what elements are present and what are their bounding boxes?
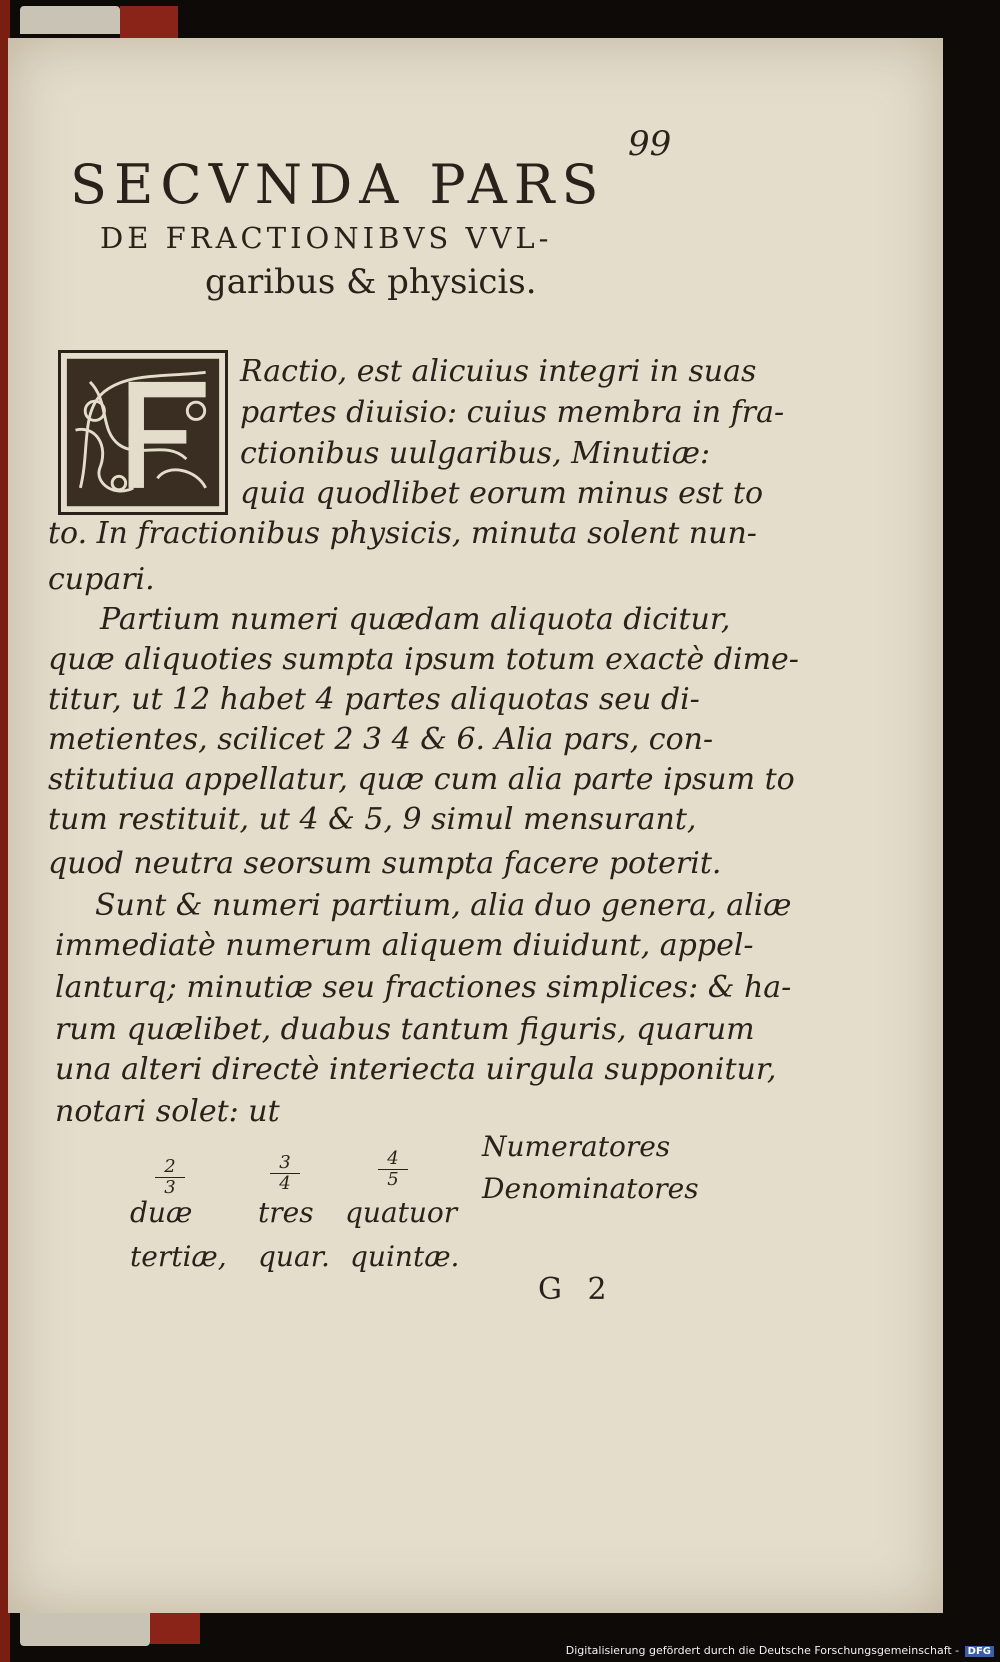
fraction-word: tertiæ,	[130, 1240, 227, 1273]
fraction-word: quar.	[258, 1240, 330, 1273]
text-line: immediatè numerum aliquem diuidunt, appel-	[55, 928, 754, 963]
denominator: 3	[164, 1177, 176, 1198]
text-line: stitutiua appellatur, quæ cum alia parte ipsum to	[48, 762, 795, 797]
text-line: metientes, scilicet 2 3 4 & 6. Alia pars, con-	[48, 722, 714, 757]
text-line: quod neutra seorsum sumpta facere poterit.	[48, 846, 722, 881]
numeratores-label: Numeratores	[482, 1130, 671, 1163]
text-line: ctionibus uulgaribus, Minutiæ:	[240, 436, 711, 471]
section-subtitle: DE FRACTIONIBVS VVL-	[100, 221, 553, 255]
fraction-three-fourths	[270, 1154, 300, 1193]
text-line: notari solet: ut	[55, 1094, 280, 1129]
text-line: titur, ut 12 habet 4 partes aliquotas seu di-	[48, 682, 700, 717]
text-line: Ractio, est alicuius integri in suas	[240, 354, 757, 389]
fraction-word: quintæ.	[350, 1240, 460, 1273]
page-edge-bottom	[20, 1610, 150, 1646]
section-subtitle-cont: garibus & physicis.	[205, 262, 537, 302]
text-line: to. In fractionibus physicis, minuta solent nun-	[48, 516, 757, 551]
text-line: partes diuisio: cuius membra in fra-	[240, 395, 785, 430]
text-line: cupari.	[48, 562, 155, 597]
fraction-four-fifths	[378, 1150, 408, 1189]
text-line: Sunt & numeri partium, alia duo genera, aliæ	[95, 888, 792, 923]
fraction-two-thirds	[155, 1158, 185, 1197]
credit-text: Digitalisierung gefördert durch die Deutsche Forschungsgemeinschaft -	[565, 1644, 960, 1657]
text-line: tum restituit, ut 4 & 5, 9 simul mensurant,	[48, 802, 697, 837]
denominator: 4	[279, 1173, 291, 1194]
text-line: rum quælibet, duabus tantum figuris, quarum	[55, 1012, 755, 1047]
binding-corner-bottom	[150, 1612, 200, 1644]
fraction-word: quatuor	[345, 1196, 458, 1229]
ornament-f-icon	[61, 353, 225, 512]
binding-corner-top	[120, 6, 178, 38]
fraction-word: tres	[258, 1196, 314, 1229]
numerator: 3	[270, 1154, 300, 1174]
denominator: 5	[387, 1169, 399, 1190]
section-title: SECVNDA PARS	[70, 153, 606, 216]
denominatores-label: Denominatores	[482, 1172, 699, 1205]
text-line: Partium numeri quædam aliquota dicitur,	[100, 602, 731, 637]
page-number: 99	[628, 124, 672, 164]
numerator: 4	[378, 1150, 408, 1170]
fraction-word: duæ	[130, 1196, 193, 1229]
text-line: quia quodlibet eorum minus est to	[240, 476, 764, 511]
digitization-credit	[566, 1644, 994, 1657]
text-line: una alteri directè interiecta uirgula supponitur,	[55, 1052, 777, 1087]
text-line: quæ aliquoties sumpta ipsum totum exactè dime-	[48, 642, 799, 677]
page-edge-top	[20, 6, 120, 34]
signature-mark: G 2	[538, 1272, 615, 1307]
text-line: lanturq; minutiæ seu fractiones simplices: & ha-	[55, 970, 792, 1005]
decorated-initial-f	[58, 350, 228, 515]
dfg-logo-icon: DFG	[965, 1646, 994, 1657]
numerator: 2	[155, 1158, 185, 1178]
